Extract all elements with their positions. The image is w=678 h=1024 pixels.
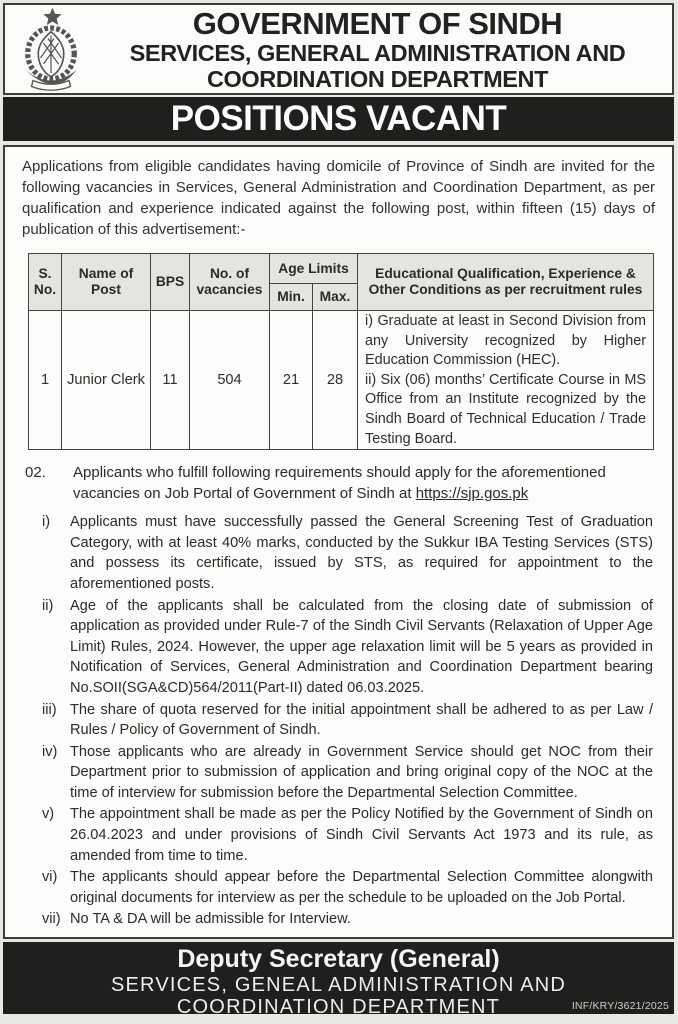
intro-paragraph: Applications from eligible candidates having domicile of Province of Sindh are invited for the following vacancies in Services, General Administration and Coordination Department, as per qualification and experience indicated against the following post, within fifteen (15) days of publication of this advertisement:-	[22, 158, 655, 238]
signature-block	[3, 942, 674, 1018]
condition-marker: vii)	[42, 911, 61, 928]
paragraph-02-number: 02.	[25, 464, 46, 482]
condition-text: Applicants must have successfully passed the General Screening Test of Graduation Category, with at least 40% marks, conducted by the Sukkur IBA Testing Services (STS) and possess its certificate, issued by STS, as required for appointment to the aforementioned posts.	[70, 514, 653, 592]
cell-s-no: 1	[29, 311, 62, 450]
department-titles	[97, 7, 672, 92]
paragraph-02	[22, 463, 655, 504]
sindh-emblem-icon	[5, 6, 97, 92]
condition-item-iv	[22, 742, 655, 804]
condition-text: Those applicants who are already in Government Service should get NOC from their Department prior to submission of application and bring original copy of the NOC at the time of interview for submission before the Departmental Selection Committee.	[70, 743, 653, 801]
paragraph-02-body: Applicants who fulfill following requirements should apply for the aforementioned vacancies on Job Portal of Government of Sindh at	[73, 464, 606, 502]
condition-item-iii	[22, 700, 655, 741]
government-title: GOVERNMENT OF SINDH	[192, 5, 563, 41]
condition-item-vii	[22, 909, 655, 930]
column-header-post: Name of Post	[62, 254, 151, 311]
column-header-s-no: S. No.	[29, 254, 62, 311]
condition-marker: ii)	[42, 597, 54, 614]
banner-text: POSITIONS VACANT	[170, 99, 507, 138]
conditions-list	[22, 512, 655, 930]
condition-marker: iv)	[42, 743, 58, 760]
signatory-department-line1: SERVICES, GENEAL ADMINISTRATION AND	[110, 974, 567, 996]
condition-text: No TA & DA will be admissible for Interview.	[70, 911, 351, 928]
signatory-title: Deputy Secretary (General)	[177, 945, 500, 973]
department-subtitle-line2: COORDINATION DEPARTMENT	[206, 65, 549, 92]
signatory-department-line2: COORDINATION DEPARTMENT	[176, 996, 501, 1018]
condition-item-v	[22, 804, 655, 866]
column-header-min: Min.	[270, 284, 313, 311]
condition-item-vi	[22, 867, 655, 908]
cell-qualification	[358, 311, 654, 450]
letterhead	[3, 3, 674, 95]
qualification-item-1: i) Graduate at least in Second Division from any University recognized by Higher Education Commission (HEC).	[365, 313, 646, 369]
vacancy-table	[28, 253, 654, 450]
column-header-max: Max.	[313, 284, 358, 311]
column-header-age-limits: Age Limits	[270, 254, 358, 284]
condition-item-i	[22, 512, 655, 594]
column-header-vacancies: No. of vacancies	[190, 254, 270, 311]
advertisement-body	[3, 145, 674, 939]
department-subtitle-line1: SERVICES, GENERAL ADMINISTRATION AND	[129, 39, 626, 66]
condition-text: Age of the applicants shall be calculated from the closing date of submission of application as provided under Rule-7 of the Sindh Civil Servants (Relaxation of Upper Age Limit) Rules, 2024. However, the upper age relaxation limit will be 5 years as provided in Notification of Services, General Administration and Coordination Department bearing No.SOII(SGA&CD)564/2011(Part-II) dated 06.03.2025.	[70, 597, 653, 696]
column-header-qualification: Educational Qualification, Experience & Other Conditions as per recruitment rules	[358, 254, 654, 311]
advertisement-reference: INF/KRY/3621/2025	[571, 1000, 669, 1012]
job-portal-link[interactable]: https://sjp.gos.pk	[415, 484, 529, 502]
condition-marker: i)	[42, 514, 51, 531]
condition-text: The applicants should appear before the Departmental Selection Committee alongwith original documents for interview as per the schedule to be uploaded on the Job Portal.	[70, 869, 653, 906]
column-header-bps: BPS	[151, 254, 190, 311]
cell-age-max: 28	[313, 311, 358, 450]
cell-post: Junior Clerk	[62, 311, 151, 450]
condition-text: The appointment shall be made as per the Policy Notified by the Government of Sindh on 26.04.2023 and under provisions of Sindh Civil Servants Act 1973 and its rule, as amended from time to time.	[70, 806, 653, 864]
paragraph-02-text	[73, 463, 655, 504]
condition-item-ii	[22, 596, 655, 699]
condition-marker: v)	[42, 806, 55, 823]
condition-text: The share of quota reserved for the initial appointment shall be adhered to as per Law / Rules / Policy of Government of Sindh.	[70, 701, 653, 739]
qualification-item-2: ii) Six (06) months’ Certificate Course in MS Office from an Institute recognized by the Sindh Board of Technical Education / Trade Testing Board.	[365, 371, 646, 447]
condition-marker: vi)	[42, 869, 58, 886]
condition-marker: iii)	[42, 701, 57, 718]
cell-vacancies: 504	[190, 311, 270, 450]
government-seal-icon	[11, 7, 91, 91]
cell-age-min: 21	[270, 311, 313, 450]
cell-bps: 11	[151, 311, 190, 450]
positions-vacant-banner	[3, 97, 674, 141]
table-row	[29, 311, 654, 450]
